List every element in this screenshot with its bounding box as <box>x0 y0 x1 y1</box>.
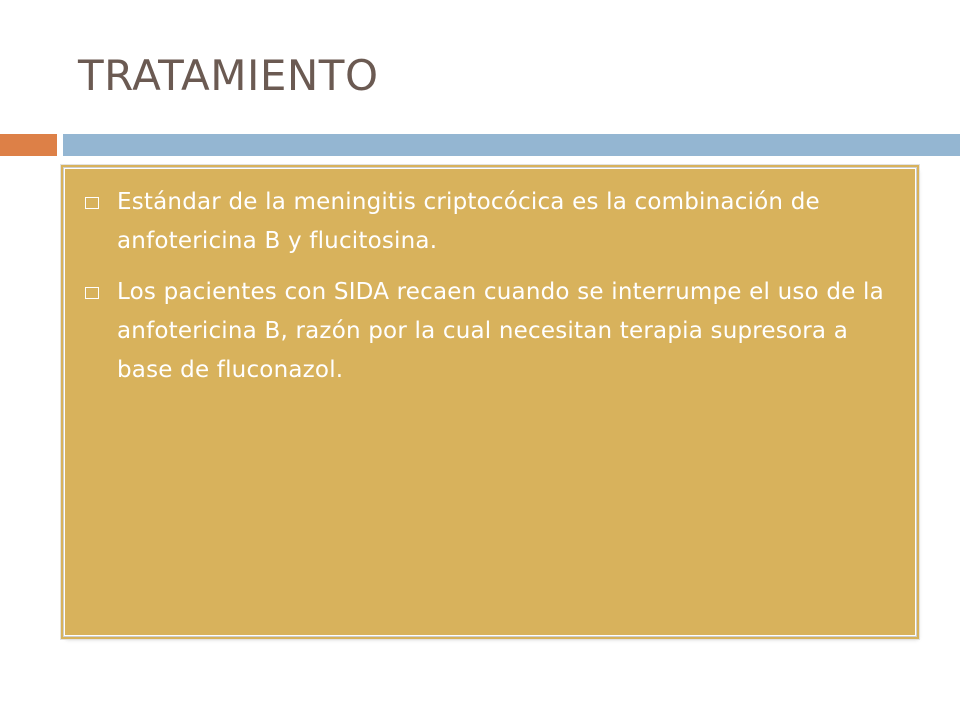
hollow-square-bullet-icon <box>85 287 99 299</box>
bullet-text: Los pacientes con SIDA recaen cuando se interrumpe el uso de la anfotericina B, razón por la cual necesitan terapia supresora a base de fluconazol. <box>117 279 884 383</box>
hollow-square-bullet-icon <box>85 197 99 209</box>
content-box <box>64 168 916 636</box>
accent-bar-blue <box>63 134 960 156</box>
accent-bar-orange <box>0 134 57 156</box>
bullet-text: Estándar de la meningitis criptocócica es la combinación de anfotericina B y flucitosina. <box>117 189 820 254</box>
slide-title: TRATAMIENTO <box>78 51 379 100</box>
bullet-list <box>65 169 915 390</box>
list-item <box>79 273 897 390</box>
list-item <box>79 183 897 261</box>
